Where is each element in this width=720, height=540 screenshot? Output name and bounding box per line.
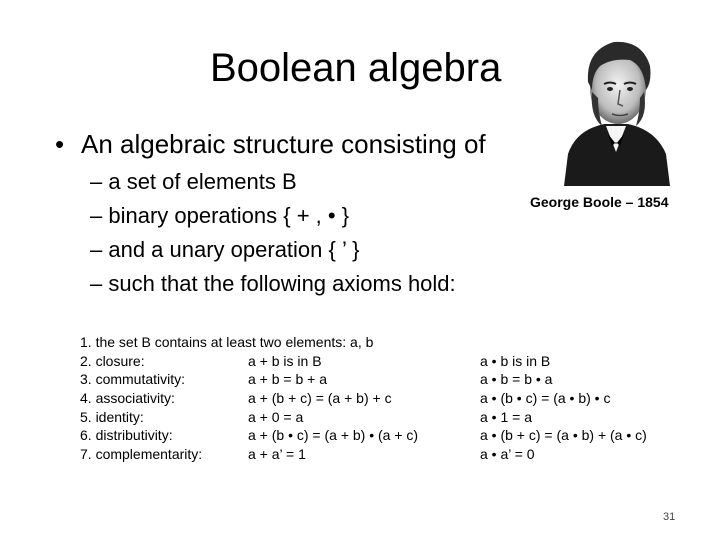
slide-title: Boolean algebra — [210, 46, 502, 90]
axiom-dot-form: a • a’ = 0 — [480, 446, 535, 463]
axiom-plus-form: a + (b • c) = (a + b) • (a + c) — [248, 427, 419, 444]
portrait-caption: George Boole – 1854 — [530, 194, 669, 210]
axiom-name: 4. associativity: — [80, 390, 175, 407]
bullet-marker: • — [55, 129, 65, 159]
sub-item-unary-op: – and a unary operation { ’ } — [90, 237, 360, 262]
axiom-dot-form: a • 1 = a — [480, 408, 532, 425]
axiom-dot-form: a • b is in B — [480, 352, 551, 369]
axiom-name: 3. commutativity: — [80, 371, 186, 388]
axiom-dot-form: a • b = b • a — [480, 371, 553, 388]
axiom-plus-form: a + b is in B — [248, 352, 322, 369]
axiom-dot-form: a • (b • c) = (a • b) • c — [480, 390, 611, 407]
axiom-dot-form: a • (b + c) = (a • b) + (a • c) — [480, 427, 647, 444]
axiom-plus-form: a + 0 = a — [248, 408, 304, 425]
george-boole-portrait — [546, 26, 686, 186]
axiom-plus-form: a + a’ = 1 — [248, 446, 306, 463]
main-bullet — [55, 127, 486, 161]
sub-item-elements: – a set of elements B — [90, 169, 297, 194]
sub-item-axioms-hold: – such that the following axioms hold: — [90, 271, 456, 296]
sub-item-binary-ops: – binary operations { + , • } — [90, 203, 350, 228]
axiom-1-text: 1. the set B contains at least two elements: a, b — [80, 334, 374, 350]
axiom-name: 6. distributivity: — [80, 427, 173, 444]
axiom-plus-form: a + (b + c) = (a + b) + c — [248, 390, 392, 407]
axiom-name: 7. complementarity: — [80, 446, 203, 463]
page-number: 31 — [663, 511, 676, 523]
axiom-plus-form: a + b = b + a — [248, 371, 328, 388]
axiom-name: 2. closure: — [80, 352, 145, 369]
axiom-name: 5. identity: — [80, 408, 144, 425]
bullet-text: An algebraic structure consisting of — [81, 129, 486, 159]
